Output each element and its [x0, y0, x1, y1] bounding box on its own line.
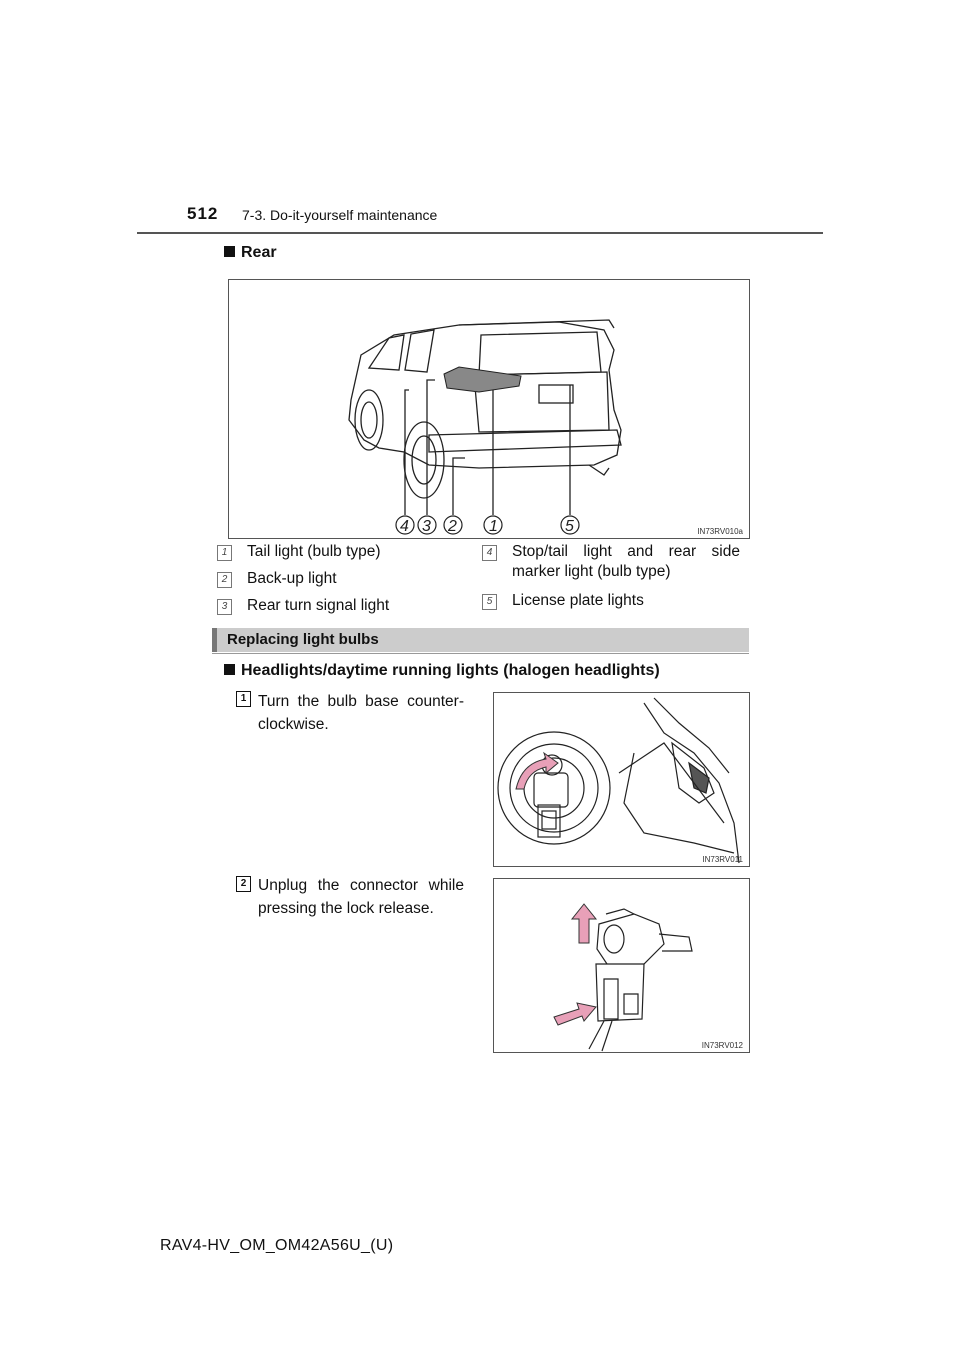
legend-label: Stop/tail light and rear side marker light (bulb type) — [512, 543, 740, 580]
rear-heading: Rear — [224, 244, 277, 262]
svg-text:2: 2 — [448, 518, 457, 535]
legend-number: 2 — [217, 572, 232, 588]
legend-number: 5 — [482, 594, 497, 610]
legend-number: 1 — [217, 545, 232, 561]
legend-label: License plate lights — [512, 592, 644, 609]
figure-code: IN73RV012 — [701, 1041, 743, 1050]
svg-text:4: 4 — [400, 518, 409, 535]
legend-label: Back-up light — [247, 570, 337, 587]
section-bar-title: Replacing light bulbs — [227, 631, 379, 648]
step-number-badge: 2 — [236, 876, 251, 892]
rear-vehicle-figure — [228, 279, 750, 539]
step-number-badge: 1 — [236, 691, 251, 707]
legend-label: Rear turn signal light — [247, 597, 390, 614]
bulb-rotate-illustration — [494, 693, 751, 868]
legend-number: 3 — [217, 599, 232, 615]
svg-text:1: 1 — [489, 518, 498, 535]
legend-item — [482, 591, 744, 613]
suv-rear-illustration — [229, 280, 751, 540]
headlights-heading: Headlights/daytime running lights (halogen headlights) — [224, 662, 660, 680]
square-bullet-icon — [224, 246, 235, 257]
step1-figure — [493, 692, 750, 867]
square-bullet-icon — [224, 664, 235, 675]
step-text: Unplug the connector while pressing the lock release. — [258, 877, 464, 917]
figure-code: IN73RV010a — [697, 527, 743, 536]
svg-text:3: 3 — [422, 518, 431, 535]
legend-number: 4 — [482, 545, 497, 561]
header-rule — [137, 232, 823, 234]
svg-text:5: 5 — [565, 518, 574, 535]
section-title: 7-3. Do-it-yourself maintenance — [242, 207, 438, 223]
legend-label: Tail light (bulb type) — [247, 543, 381, 560]
legend-item — [217, 542, 457, 564]
page-number: 512 — [187, 204, 219, 223]
step-text: Turn the bulb base counter-clockwise. — [258, 693, 464, 733]
legend-item — [217, 596, 457, 618]
document-id: RAV4-HV_OM_OM42A56U_(U) — [160, 1237, 394, 1254]
step2-figure — [493, 878, 750, 1053]
legend-item — [217, 569, 457, 591]
figure-code: IN73RV011 — [702, 855, 743, 864]
section-bar — [212, 628, 749, 652]
section-bar-underline — [212, 653, 749, 654]
connector-unplug-illustration — [494, 879, 751, 1054]
legend-item — [482, 542, 744, 586]
